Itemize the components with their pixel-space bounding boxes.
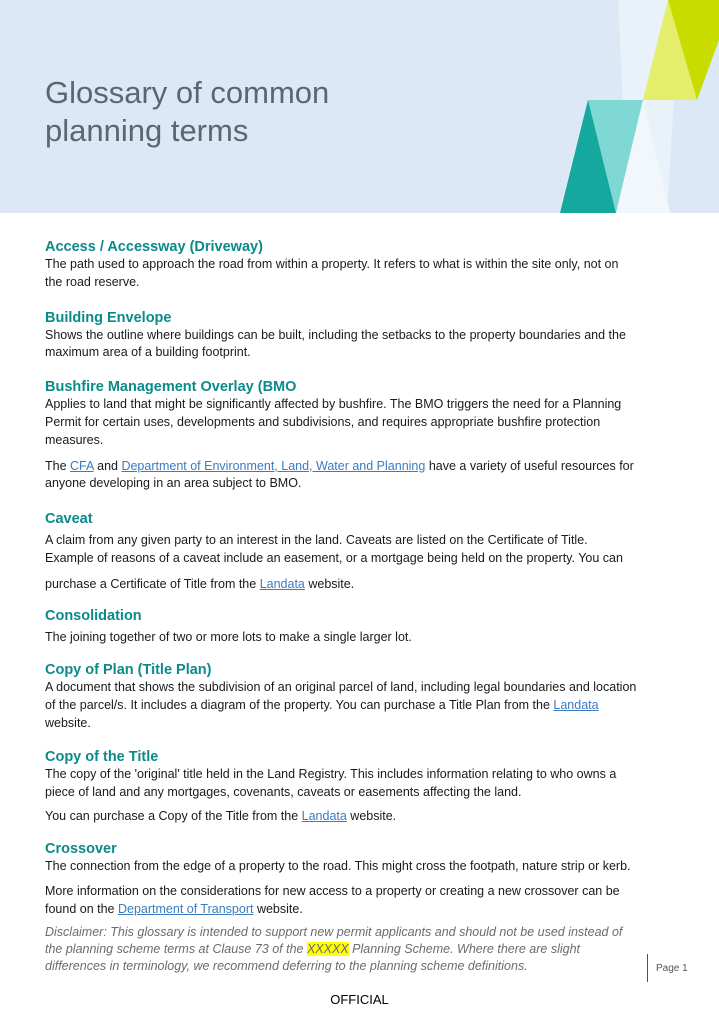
- term-title: Caveat: [45, 511, 93, 528]
- term-definition: Shows the outline where buildings can be built, including the setbacks to the property boundaries and the maximum area of a building footprint.: [45, 327, 626, 360]
- department-of-transport-link[interactable]: Department of Transport: [117, 901, 254, 916]
- term-definition: A claim from any given party to an interest in the land. Caveats are listed on the Certificate of Title. Example of reasons of a caveat include an easement, or a mortgage being held on the property. You can: [45, 533, 623, 565]
- term-bmo: [45, 378, 665, 493]
- page-title-line2: planning terms: [45, 113, 249, 148]
- term-title: Bushfire Management Overlay (BMO: [45, 379, 297, 396]
- term-title: Consolidation: [45, 607, 142, 624]
- term-crossover: [45, 840, 665, 918]
- term-definition: The connection from the edge of a property to the road. This might cross the footpath, nature strip or kerb.: [45, 859, 631, 874]
- highlighted-placeholder: XXXXX: [306, 942, 349, 956]
- page-title-line1: Glossary of common: [45, 75, 330, 110]
- term-note: purchase a Certificate of Title from the Landata website.: [45, 576, 355, 591]
- term-resources: The CFA and Department of Environment, Land, Water and Planning have a variety of useful resources for anyone developing in an area subject to BMO.: [45, 458, 634, 491]
- term-copy-of-plan: [45, 661, 665, 732]
- term-title: Copy of the Title: [45, 748, 159, 765]
- disclaimer: Disclaimer: This glossary is intended to support new permit applicants and should not be used instead of the planning scheme terms at Clause 73 of the XXXXX Planning Scheme. Where there are slight differences in terminology, we recommend deferring to the planning scheme definitions.: [45, 925, 623, 973]
- cfa-link[interactable]: CFA: [70, 458, 94, 473]
- term-note: You can purchase a Copy of the Title from the Landata website.: [45, 809, 397, 824]
- term-title: Crossover: [45, 841, 117, 858]
- term-definition: The path used to approach the road from within a property. It refers to what is within the site only, not on the road reserve.: [45, 257, 619, 289]
- term-definition: The copy of the 'original' title held in the Land Registry. This includes information relating to who owns a piece of land and any mortgages, covenants, caveats or easements affecting the land.: [45, 766, 617, 799]
- landata-link[interactable]: Landata: [553, 698, 599, 713]
- term-note: More information on the considerations for new access to a property or creating a new crossover can be found on the Department of Transport website.: [45, 883, 620, 916]
- term-definition: Applies to land that might be significantly affected by bushfire. The BMO triggers the need for a Planning Permit for certain uses, developments and subdivisions, and requires appropriate bushfire protection measures.: [45, 397, 622, 447]
- landata-link[interactable]: Landata: [259, 576, 305, 591]
- page-number-divider: [647, 954, 648, 982]
- term-consolidation: [45, 607, 665, 647]
- page-title: [45, 74, 465, 150]
- delwp-link[interactable]: Department of Environment, Land, Water and Planning: [121, 458, 426, 473]
- term-title: Access / Accessway (Driveway): [45, 239, 263, 255]
- term-access: [45, 238, 665, 292]
- landata-link[interactable]: Landata: [301, 809, 347, 824]
- term-title: Building Envelope: [45, 309, 172, 326]
- term-caveat: [45, 510, 665, 593]
- term-definition: A document that shows the subdivision of an original parcel of land, including legal boundaries and location of the parcel/s. It includes a diagram of the property. You can purchase a Title Plan from the Landata website.: [45, 680, 637, 730]
- security-classification: OFFICIAL: [330, 992, 389, 1007]
- glossary-content: [45, 238, 665, 919]
- page-number: Page 1: [656, 963, 688, 974]
- term-title: Copy of Plan (Title Plan): [45, 662, 212, 679]
- term-building-envelope: [45, 309, 665, 363]
- term-definition: The joining together of two or more lots to make a single larger lot.: [45, 629, 412, 644]
- term-copy-of-title: [45, 748, 665, 826]
